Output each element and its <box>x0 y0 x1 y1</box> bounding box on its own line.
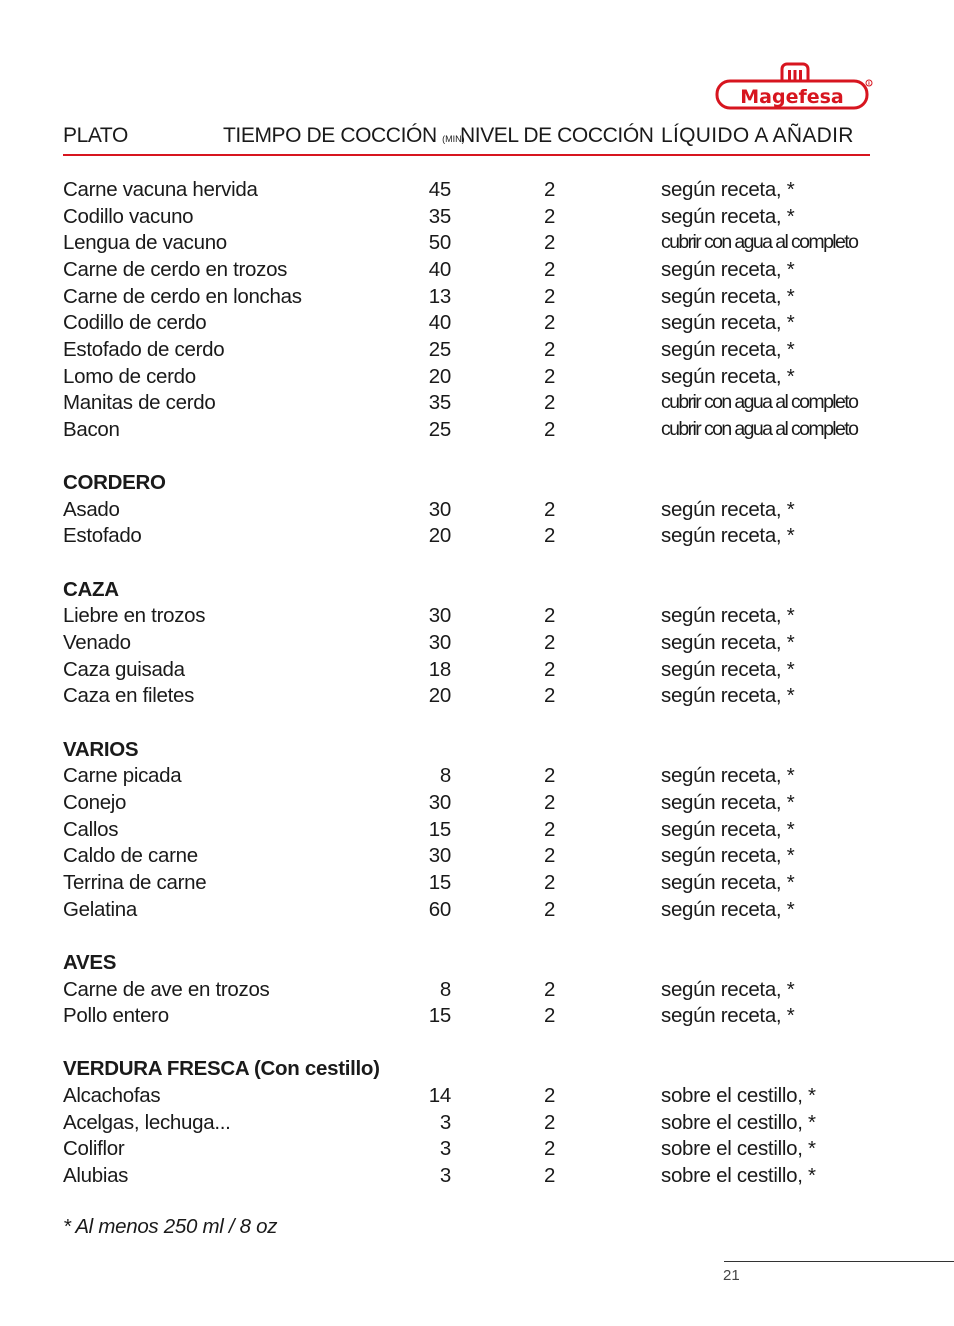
cook-time: 20 <box>428 364 451 388</box>
header-dish: PLATO <box>63 124 128 147</box>
table-row <box>0 418 954 444</box>
liquid-to-add: sobre el cestillo, * <box>661 1084 816 1108</box>
liquid-to-add: según receta, * <box>661 657 795 681</box>
liquid-to-add: según receta, * <box>661 284 795 308</box>
dish-name: Liebre en trozos <box>63 604 206 628</box>
header-time-unit: (MIN) <box>442 134 465 144</box>
liquid-to-add: según receta, * <box>661 870 795 894</box>
cook-time: 3 <box>439 1164 451 1188</box>
liquid-to-add: sobre el cestillo, * <box>661 1137 816 1161</box>
table-row <box>0 871 954 897</box>
cook-time: 3 <box>439 1110 451 1134</box>
table-row <box>0 898 954 924</box>
liquid-to-add: según receta, * <box>661 337 795 361</box>
liquid-to-add: según receta, * <box>661 524 795 548</box>
liquid-to-add: según receta, * <box>661 604 795 628</box>
liquid-to-add: según receta, * <box>661 844 795 868</box>
dish-name: Caza guisada <box>63 657 185 681</box>
cook-level: 2 <box>544 417 556 441</box>
liquid-to-add: según receta, * <box>661 257 795 281</box>
dish-name: Terrina de carne <box>63 870 207 894</box>
dish-name: Bacon <box>63 417 120 441</box>
cook-level: 2 <box>544 790 556 814</box>
section-title: VERDURA FRESCA (Con cestillo) <box>63 1057 380 1081</box>
liquid-to-add: sobre el cestillo, * <box>661 1110 816 1134</box>
cook-time: 40 <box>428 311 451 335</box>
table-row <box>0 285 954 311</box>
dish-name: Estofado de cerdo <box>63 337 225 361</box>
cook-time: 14 <box>428 1084 451 1108</box>
section-title: VARIOS <box>63 737 139 761</box>
table-row <box>0 205 954 231</box>
dish-name: Venado <box>63 631 131 655</box>
brand-name: Magefesa <box>740 86 844 108</box>
table-row <box>0 1004 954 1030</box>
liquid-to-add: según receta, * <box>661 684 795 708</box>
cook-time: 30 <box>428 631 451 655</box>
header-divider <box>63 154 870 156</box>
cook-level: 2 <box>544 684 556 708</box>
cook-level: 2 <box>544 364 556 388</box>
cook-time: 25 <box>428 417 451 441</box>
table-row <box>0 764 954 790</box>
cook-time: 35 <box>428 391 451 415</box>
footnote: * Al menos 250 ml / 8 oz <box>63 1215 278 1238</box>
cook-level: 2 <box>544 1084 556 1108</box>
cook-level: 2 <box>544 764 556 788</box>
svg-text:R: R <box>867 81 871 86</box>
dish-name: Caldo de carne <box>63 844 198 868</box>
liquid-to-add: según receta, * <box>661 364 795 388</box>
cook-time: 35 <box>428 204 451 228</box>
cook-level: 2 <box>544 1164 556 1188</box>
liquid-to-add: según receta, * <box>661 178 795 201</box>
cook-level: 2 <box>544 844 556 868</box>
cook-time: 25 <box>428 337 451 361</box>
section-title: AVES <box>63 950 117 974</box>
cook-level: 2 <box>544 231 556 255</box>
cook-level: 2 <box>544 204 556 228</box>
cook-time: 8 <box>439 764 451 788</box>
dish-name: Alcachofas <box>63 1084 161 1108</box>
cook-level: 2 <box>544 1137 556 1161</box>
cook-level: 2 <box>544 817 556 841</box>
cook-level: 2 <box>544 257 556 281</box>
table-row <box>0 1164 954 1190</box>
table-row <box>0 231 954 257</box>
liquid-to-add: según receta, * <box>661 764 795 788</box>
liquid-to-add: según receta, * <box>661 204 795 228</box>
liquid-to-add: según receta, * <box>661 1004 795 1028</box>
footer-divider <box>724 1261 954 1262</box>
liquid-to-add: según receta, * <box>661 631 795 655</box>
header-time: TIEMPO DE COCCIÓN (MIN) <box>223 124 465 147</box>
table-row <box>0 978 954 1004</box>
cook-time: 15 <box>428 817 451 841</box>
cook-time: 18 <box>428 657 451 681</box>
dish-name: Gelatina <box>63 897 137 921</box>
cook-time: 30 <box>428 790 451 814</box>
cook-time: 3 <box>439 1137 451 1161</box>
cook-time: 20 <box>428 524 451 548</box>
cook-time: 45 <box>428 178 451 201</box>
table-row <box>0 844 954 870</box>
cook-time: 30 <box>428 497 451 521</box>
dish-name: Carne vacuna hervida <box>63 178 258 201</box>
cook-level: 2 <box>544 657 556 681</box>
table-row <box>0 658 954 684</box>
dish-name: Coliflor <box>63 1137 125 1161</box>
dish-name: Conejo <box>63 790 127 814</box>
table-header <box>0 124 954 148</box>
dish-name: Callos <box>63 817 119 841</box>
dish-name: Estofado <box>63 524 142 548</box>
dish-name: Pollo entero <box>63 1004 169 1028</box>
cook-level: 2 <box>544 1110 556 1134</box>
table-row <box>0 604 954 630</box>
table-row <box>0 178 954 204</box>
table-row <box>0 524 954 550</box>
liquid-to-add: según receta, * <box>661 817 795 841</box>
table-row <box>0 1137 954 1163</box>
cook-level: 2 <box>544 631 556 655</box>
dish-name: Caza en filetes <box>63 684 195 708</box>
liquid-to-add: según receta, * <box>661 790 795 814</box>
cook-level: 2 <box>544 897 556 921</box>
cook-time: 15 <box>428 1004 451 1028</box>
section-title: CAZA <box>63 577 119 601</box>
dish-name: Manitas de cerdo <box>63 391 216 415</box>
cook-level: 2 <box>544 870 556 894</box>
section-title: CORDERO <box>63 471 166 495</box>
header-liquid: LÍQUIDO A AÑADIR <box>661 124 854 147</box>
cook-time: 60 <box>428 897 451 921</box>
liquid-to-add: cubrir con agua al completo <box>661 231 858 254</box>
liquid-to-add: sobre el cestillo, * <box>661 1164 816 1188</box>
cook-level: 2 <box>544 604 556 628</box>
table-row <box>0 311 954 337</box>
cook-level: 2 <box>544 284 556 308</box>
cook-level: 2 <box>544 497 556 521</box>
cook-time: 20 <box>428 684 451 708</box>
dish-name: Lengua de vacuno <box>63 231 227 255</box>
table-row <box>0 258 954 284</box>
cook-level: 2 <box>544 524 556 548</box>
table-row <box>0 791 954 817</box>
table-row <box>0 1111 954 1137</box>
dish-name: Acelgas, lechuga... <box>63 1110 231 1134</box>
table-row <box>0 1084 954 1110</box>
cook-time: 8 <box>439 977 451 1001</box>
cook-level: 2 <box>544 391 556 415</box>
table-row <box>0 338 954 364</box>
cook-level: 2 <box>544 977 556 1001</box>
cook-time: 15 <box>428 870 451 894</box>
table-row <box>0 631 954 657</box>
liquid-to-add: según receta, * <box>661 897 795 921</box>
dish-name: Codillo vacuno <box>63 204 194 228</box>
dish-name: Carne picada <box>63 764 182 788</box>
liquid-to-add: según receta, * <box>661 977 795 1001</box>
table-row <box>0 684 954 710</box>
page-number: 21 <box>723 1267 740 1284</box>
cook-level: 2 <box>544 1004 556 1028</box>
dish-name: Lomo de cerdo <box>63 364 196 388</box>
cook-level: 2 <box>544 178 556 201</box>
header-level: NIVEL DE COCCIÓN <box>460 124 654 147</box>
magefesa-logo <box>714 62 874 112</box>
dish-name: Alubias <box>63 1164 129 1188</box>
table-row <box>0 391 954 417</box>
cook-time: 40 <box>428 257 451 281</box>
liquid-to-add: cubrir con agua al completo <box>661 417 858 440</box>
dish-name: Codillo de cerdo <box>63 311 207 335</box>
cook-time: 13 <box>428 284 451 308</box>
liquid-to-add: cubrir con agua al completo <box>661 391 858 414</box>
table-row <box>0 818 954 844</box>
cook-level: 2 <box>544 311 556 335</box>
liquid-to-add: según receta, * <box>661 311 795 335</box>
cook-level: 2 <box>544 337 556 361</box>
cook-time: 50 <box>428 231 451 255</box>
dish-name: Asado <box>63 497 120 521</box>
cook-time: 30 <box>428 844 451 868</box>
cook-time: 30 <box>428 604 451 628</box>
table-row <box>0 498 954 524</box>
table-row <box>0 365 954 391</box>
dish-name: Carne de cerdo en lonchas <box>63 284 302 308</box>
dish-name: Carne de ave en trozos <box>63 977 270 1001</box>
dish-name: Carne de cerdo en trozos <box>63 257 288 281</box>
liquid-to-add: según receta, * <box>661 497 795 521</box>
